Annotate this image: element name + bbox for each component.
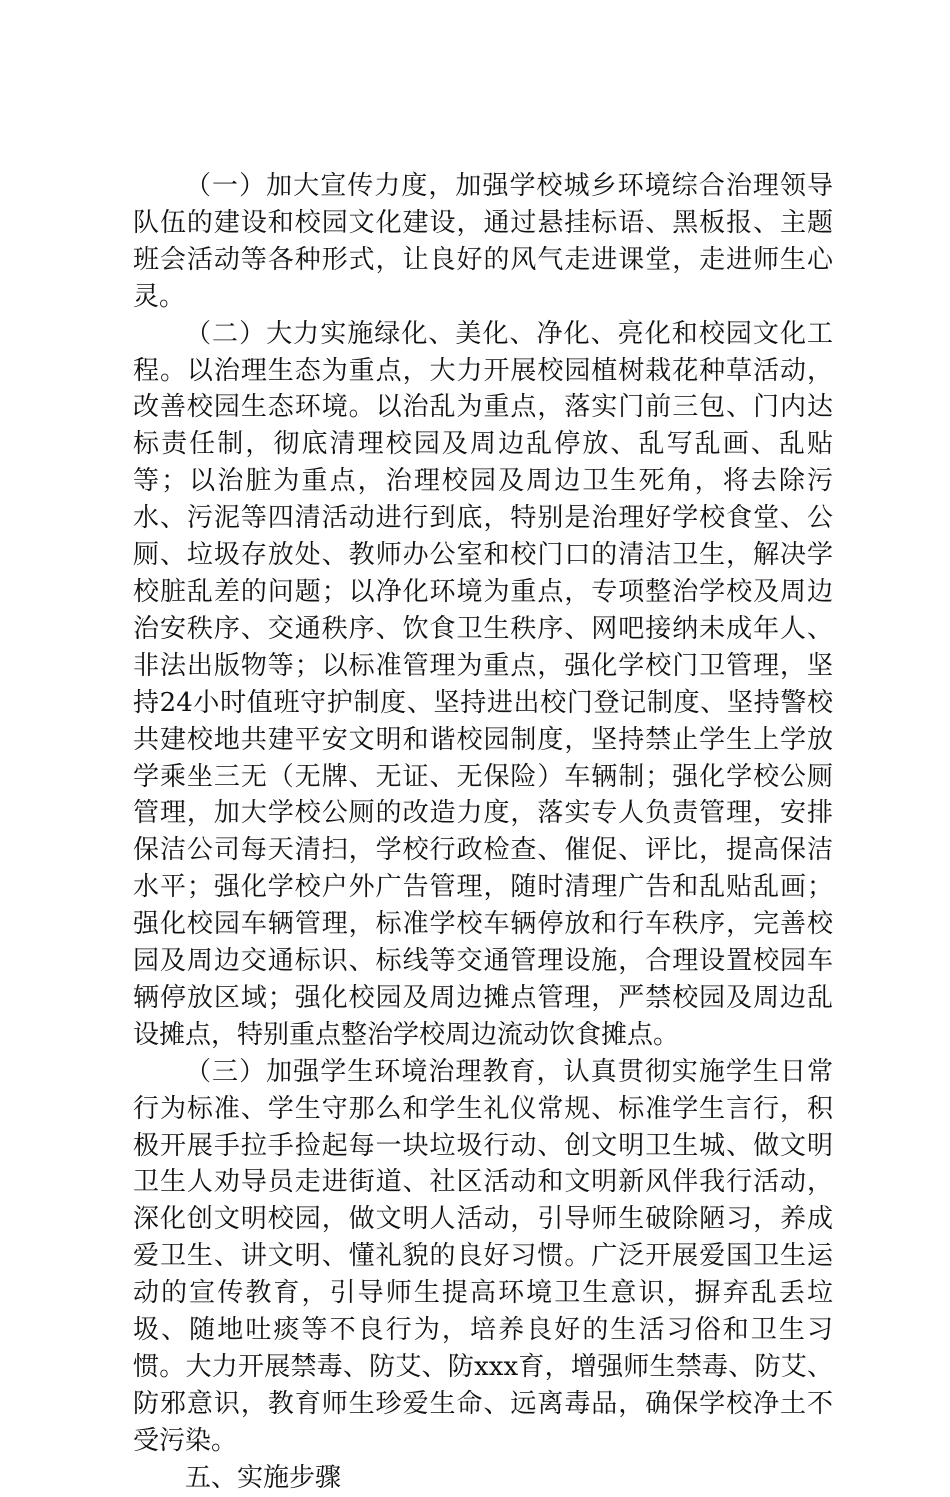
- paragraph-1: （一）加大宣传力度，加强学校城乡环境综合治理领导队伍的建设和校园文化建设，通过悬挂标语、黑板报、主题班会活动等各种形式，让良好的风气走进课堂，走进师生心灵。: [133, 171, 833, 312]
- paragraph-3: （三）加强学生环境治理教育，认真贯彻实施学生日常行为标准、学生守那么和学生礼仪常规、标准学生言行，积极开展手拉手捡起每一块垃圾行动、创文明卫生城、做文明卫生人劝导员走进街道、社区活动和文明新风伴我行活动，深化创文明校园，做文明人活动，引导师生破除陋习，养成爱卫生、讲文明、懂礼貌的良好习惯。广泛开展爱国卫生运动的宣传教育，引导师生提高环境卫生意识，摒弃乱丢垃圾、随地吐痰等不良行为，培养良好的生活习俗和卫生习惯。大力开展禁毒、防艾、防xxx育，增强师生禁毒、防艾、防邪意识，教育师生珍爱生命、远离毒品，确保学校净土不受污染。: [133, 1056, 833, 1456]
- document-body: [133, 168, 833, 1497]
- paragraph-2: （二）大力实施绿化、美化、净化、亮化和校园文化工程。以治理生态为重点，大力开展校园植树栽花种草活动，改善校园生态环境。以治乱为重点，落实门前三包、门内达标责任制，彻底清理校园及周边乱停放、乱写乱画、乱贴等；以治脏为重点，治理校园及周边卫生死角，将去除污水、污泥等四清活动进行到底，特别是治理好学校食堂、公厕、垃圾存放处、教师办公室和校门口的清洁卫生，解决学校脏乱差的问题；以净化环境为重点，专项整治学校及周边治安秩序、交通秩序、饮食卫生秩序、网吧接纳未成年人、非法出版物等；以标准管理为重点，强化学校门卫管理，坚持24小时值班守护制度、坚持进出校门登记制度、坚持警校共建校地共建平安文明和谐校园制度，坚持禁止学生上学放学乘坐三无（无牌、无证、无保险）车辆制；强化学校公厕管理，加大学校公厕的改造力度，落实专人负责管理，安排保洁公司每天清扫，学校行政检查、催促、评比，提高保洁水平；强化学校户外广告管理，随时清理广告和乱贴乱画；强化校园车辆管理，标准学校车辆停放和行车秩序，完善校园及周边交通标识、标线等交通管理设施，合理设置校园车辆停放区域；强化校园及周边摊点管理，严禁校园及周边乱设摊点，特别重点整治学校周边流动饮食摊点。: [133, 318, 833, 1050]
- section-heading: 五、实施步骤: [185, 1462, 342, 1493]
